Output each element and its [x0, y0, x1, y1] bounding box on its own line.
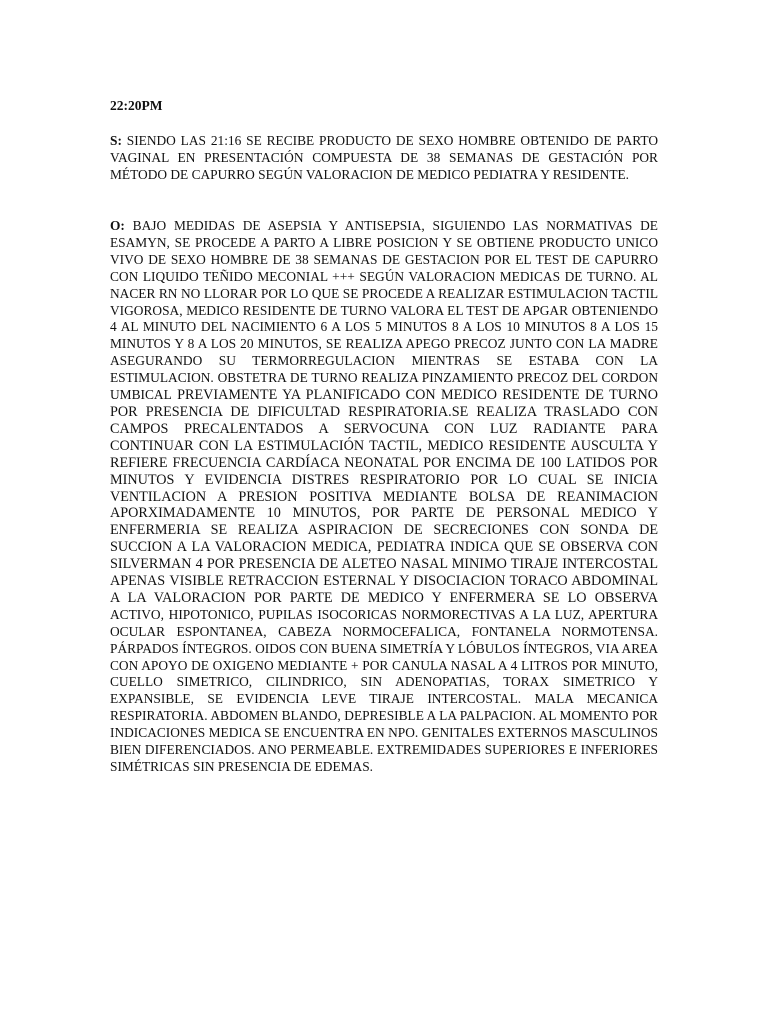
objective-paragraph	[110, 218, 658, 776]
note-time: 22:20PM	[110, 98, 163, 113]
subjective-paragraph	[110, 132, 658, 183]
objective-text-part1: BAJO MEDIDAS DE ASEPSIA Y ANTISEPSIA, SIGUIENDO LAS NORMATIVAS DE ESAMYN, SE PROCEDE A PARTO A LIBRE POSICION Y SE OBTIENE PRODUCTO UNICO VIVO DE SEXO HOMBRE DE 38 SEMANAS DE GESTACION POR EL TEST DE CAPURRO CON LIQUIDO TEÑIDO MECONIAL +++ SEGÚN VALORACION MEDICAS DE TURNO. AL NACER RN NO LLORAR POR LO QUE SE PROCEDE A REALIZAR ESTIMULACION TACTIL VIGOROSA, MEDICO RESIDENTE DE TURNO VALORA EL TEST DE APGAR OBTENIENDO 4 AL MINUTO DEL NACIMIENTO 6 A LOS 5 MINUTOS 8 A LOS 10 MINUTOS 8 A LOS 15 MINUTOS Y 8 A LOS 20 MINUTOS, SE REALIZA APEGO PRECOZ JUNTO CON LA MADRE ASEGURANDO SU TERMORREGULACION MIENTRAS SE ESTABA CON LA ESTIMULACION. OBSTETRA DE TURNO REALIZA PINZAMIENTO PRECOZ DEL CORDON UMBICAL	[110, 218, 658, 403]
objective-label: O:	[110, 218, 125, 233]
subjective-label: S:	[110, 133, 122, 148]
objective-text-part3: ACTIVO, HIPOTONICO, PUPILAS ISOCORICAS NORMORECTIVAS A LA LUZ, APERTURA OCULAR ESPONTANEA, CABEZA NORMOCEFALICA, FONTANELA NORMOTENSA. PÁRPADOS ÍNTEGROS. OIDOS CON BUENA SIMETRÍA Y LÓBULOS ÍNTEGROS, VIA AREA CON APOYO DE OXIGENO MEDIANTE + POR CANULA NASAL A 4 LITROS POR MINUTO, CUELLO SIMETRICO, CILINDRICO, SIN ADENOPATIAS, TORAX SIMETRICO Y EXPANSIBLE, SE EVIDENCIA LEVE TIRAJE INTERCOSTAL. MALA MECANICA RESPIRATORIA. ABDOMEN BLANDO, DEPRESIBLE A LA PALPACION. AL MOMENTO POR INDICACIONES MEDICA SE ENCUENTRA EN NPO. GENITALES EXTERNOS MASCULINOS BIEN DIFERENCIADOS. ANO PERMEABLE. EXTREMIDADES SUPERIORES E INFERIORES SIMÉTRICAS SIN PRESENCIA DE EDEMAS.	[110, 606, 658, 774]
objective-text-part2: PREVIAMENTE YA PLANIFICADO CON MEDICO RESIDENTE DE TURNO POR PRESENCIA DE DIFICULTAD RESPIRATORIA.SE REALIZA TRASLADO CON CAMPOS PRECALENTADOS A SERVOCUNA CON LUZ RADIANTE PARA CONTINUAR CON LA ESTIMULACIÓN TACTIL, MEDICO RESIDENTE AUSCULTA Y REFIERE FRECUENCIA CARDÍACA NEONATAL POR ENCIMA DE 100 LATIDOS POR MINUTOS Y EVIDENCIA DISTRES RESPIRATORIO POR LO CUAL SE INICIA VENTILACION A PRESION POSITIVA MEDIANTE BOLSA DE REANIMACION APORXIMADAMENTE 10 MINUTOS, POR PARTE DE PERSONAL MEDICO Y ENFERMERIA SE REALIZA ASPIRACION DE SECRECIONES CON SONDA DE SUCCION A LA VALORACION MEDICA, PEDIATRA INDICA QUE SE OBSERVA CON SILVERMAN 4 POR PRESENCIA DE ALETEO NASAL MINIMO TIRAJE INTERCOSTAL APENAS VISIBLE RETRACCION ESTERNAL Y DISOCIACION TORACO ABDOMINAL A LA VALORACION POR PARTE DE MEDICO Y ENFERMERA SE LO OBSERVA	[110, 387, 658, 606]
subjective-text: SIENDO LAS 21:16 SE RECIBE PRODUCTO DE SEXO HOMBRE OBTENIDO DE PARTO VAGINAL EN PRESENTACIÓN COMPUESTA DE 38 SEMANAS DE GESTACIÓN POR MÉTODO DE CAPURRO SEGÚN VALORACION DE MEDICO PEDIATRA Y RESIDENTE.	[110, 133, 658, 182]
clinical-note	[110, 98, 658, 776]
